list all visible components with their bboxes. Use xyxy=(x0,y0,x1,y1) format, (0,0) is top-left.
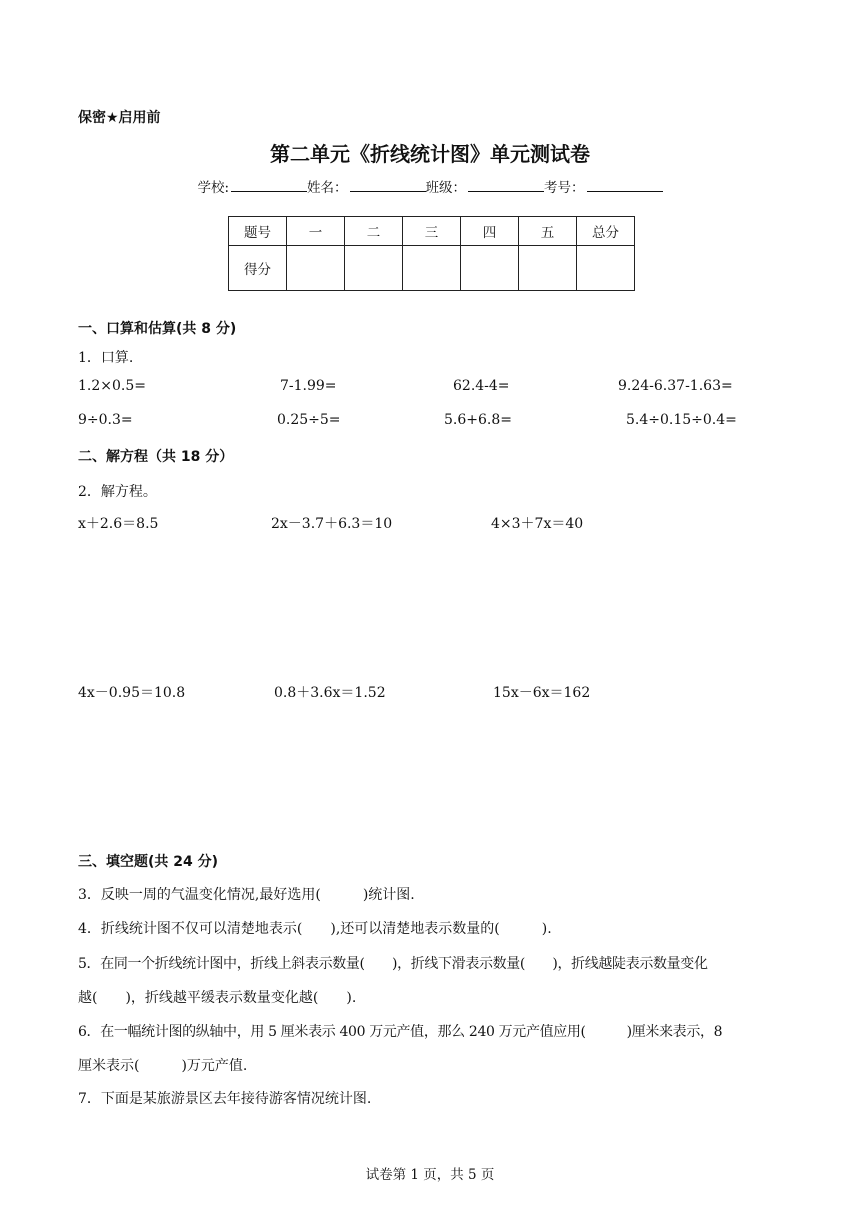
exam-no-label: 考号： xyxy=(544,180,585,196)
exam-no-blank[interactable] xyxy=(587,179,663,192)
section-3-heading: 三、填空题(共 24 分) xyxy=(78,854,219,870)
score-row-label: 得分 xyxy=(229,246,287,291)
equation-item: 0.8＋3.6x＝1.52 xyxy=(274,685,386,701)
section-1-heading: 一、口算和估算(共 8 分) xyxy=(78,321,237,337)
calc-item: 9÷0.3= xyxy=(78,412,133,428)
class-label: 班级： xyxy=(425,180,467,196)
equation-item: 4×3＋7x＝40 xyxy=(491,516,584,532)
score-header-cell: 四 xyxy=(461,217,519,246)
calc-item: 7-1.99= xyxy=(280,378,337,394)
score-header-cell: 题号 xyxy=(229,217,287,246)
score-header-cell: 一 xyxy=(287,217,345,246)
school-blank[interactable] xyxy=(231,179,307,192)
confidential-label: 保密★启用前 xyxy=(78,110,161,126)
score-table xyxy=(228,216,635,291)
equation-item: 4x－0.95＝10.8 xyxy=(78,685,186,701)
score-cell[interactable] xyxy=(461,246,519,291)
question-6-line-1: 6．在一幅统计图的纵轴中，用 5 厘米表示 400 万元产值，那么 240 万元产值应用( )厘米来表示，8 xyxy=(78,1024,723,1040)
class-blank[interactable] xyxy=(468,179,544,192)
score-header-cell: 五 xyxy=(519,217,577,246)
equation-item: x＋2.6＝8.5 xyxy=(78,516,159,532)
question-1: 1．口算. xyxy=(78,350,134,366)
calc-item: 0.25÷5= xyxy=(277,412,341,428)
page-footer: 试卷第 1 页，共 5 页 xyxy=(365,1167,495,1183)
name-label: 姓名： xyxy=(307,180,348,196)
page-title: 第二单元《折线统计图》单元测试卷 xyxy=(270,142,590,166)
name-blank[interactable] xyxy=(350,179,426,192)
score-table-score-row xyxy=(229,246,635,291)
calc-item: 5.6+6.8= xyxy=(444,412,512,428)
question-6-line-2: 厘米表示( )万元产值. xyxy=(78,1058,248,1074)
equation-item: 15x－6x＝162 xyxy=(493,685,591,701)
question-3: 3．反映一周的气温变化情况,最好选用( )统计图. xyxy=(78,887,415,903)
score-header-cell: 三 xyxy=(403,217,461,246)
section-2-heading: 二、解方程（共 18 分） xyxy=(78,449,234,465)
question-4: 4．折线统计图不仅可以清楚地表示( ),还可以清楚地表示数量的( ). xyxy=(78,921,552,937)
score-cell[interactable] xyxy=(577,246,635,291)
question-5-line-1: 5．在同一个折线统计图中，折线上斜表示数量( )，折线下滑表示数量( )，折线越陡表示数量变化 xyxy=(78,956,708,972)
question-2: 2．解方程。 xyxy=(78,484,157,500)
calc-item: 5.4÷0.15÷0.4= xyxy=(626,412,737,428)
score-table-header-row xyxy=(229,217,635,246)
school-label: 学校: xyxy=(197,180,230,196)
question-5-line-2: 越( )，折线越平缓表示数量变化越( ). xyxy=(78,990,357,1006)
score-cell[interactable] xyxy=(287,246,345,291)
score-cell[interactable] xyxy=(519,246,577,291)
calc-item: 9.24-6.37-1.63= xyxy=(618,378,733,394)
calc-item: 62.4-4= xyxy=(453,378,510,394)
score-header-cell: 总分 xyxy=(577,217,635,246)
calc-item: 1.2×0.5= xyxy=(78,378,146,394)
score-cell[interactable] xyxy=(345,246,403,291)
score-cell[interactable] xyxy=(403,246,461,291)
score-header-cell: 二 xyxy=(345,217,403,246)
equation-item: 2x－3.7＋6.3＝10 xyxy=(271,516,393,532)
question-7: 7．下面是某旅游景区去年接待游客情况统计图. xyxy=(78,1091,372,1107)
student-info-line xyxy=(0,176,860,196)
